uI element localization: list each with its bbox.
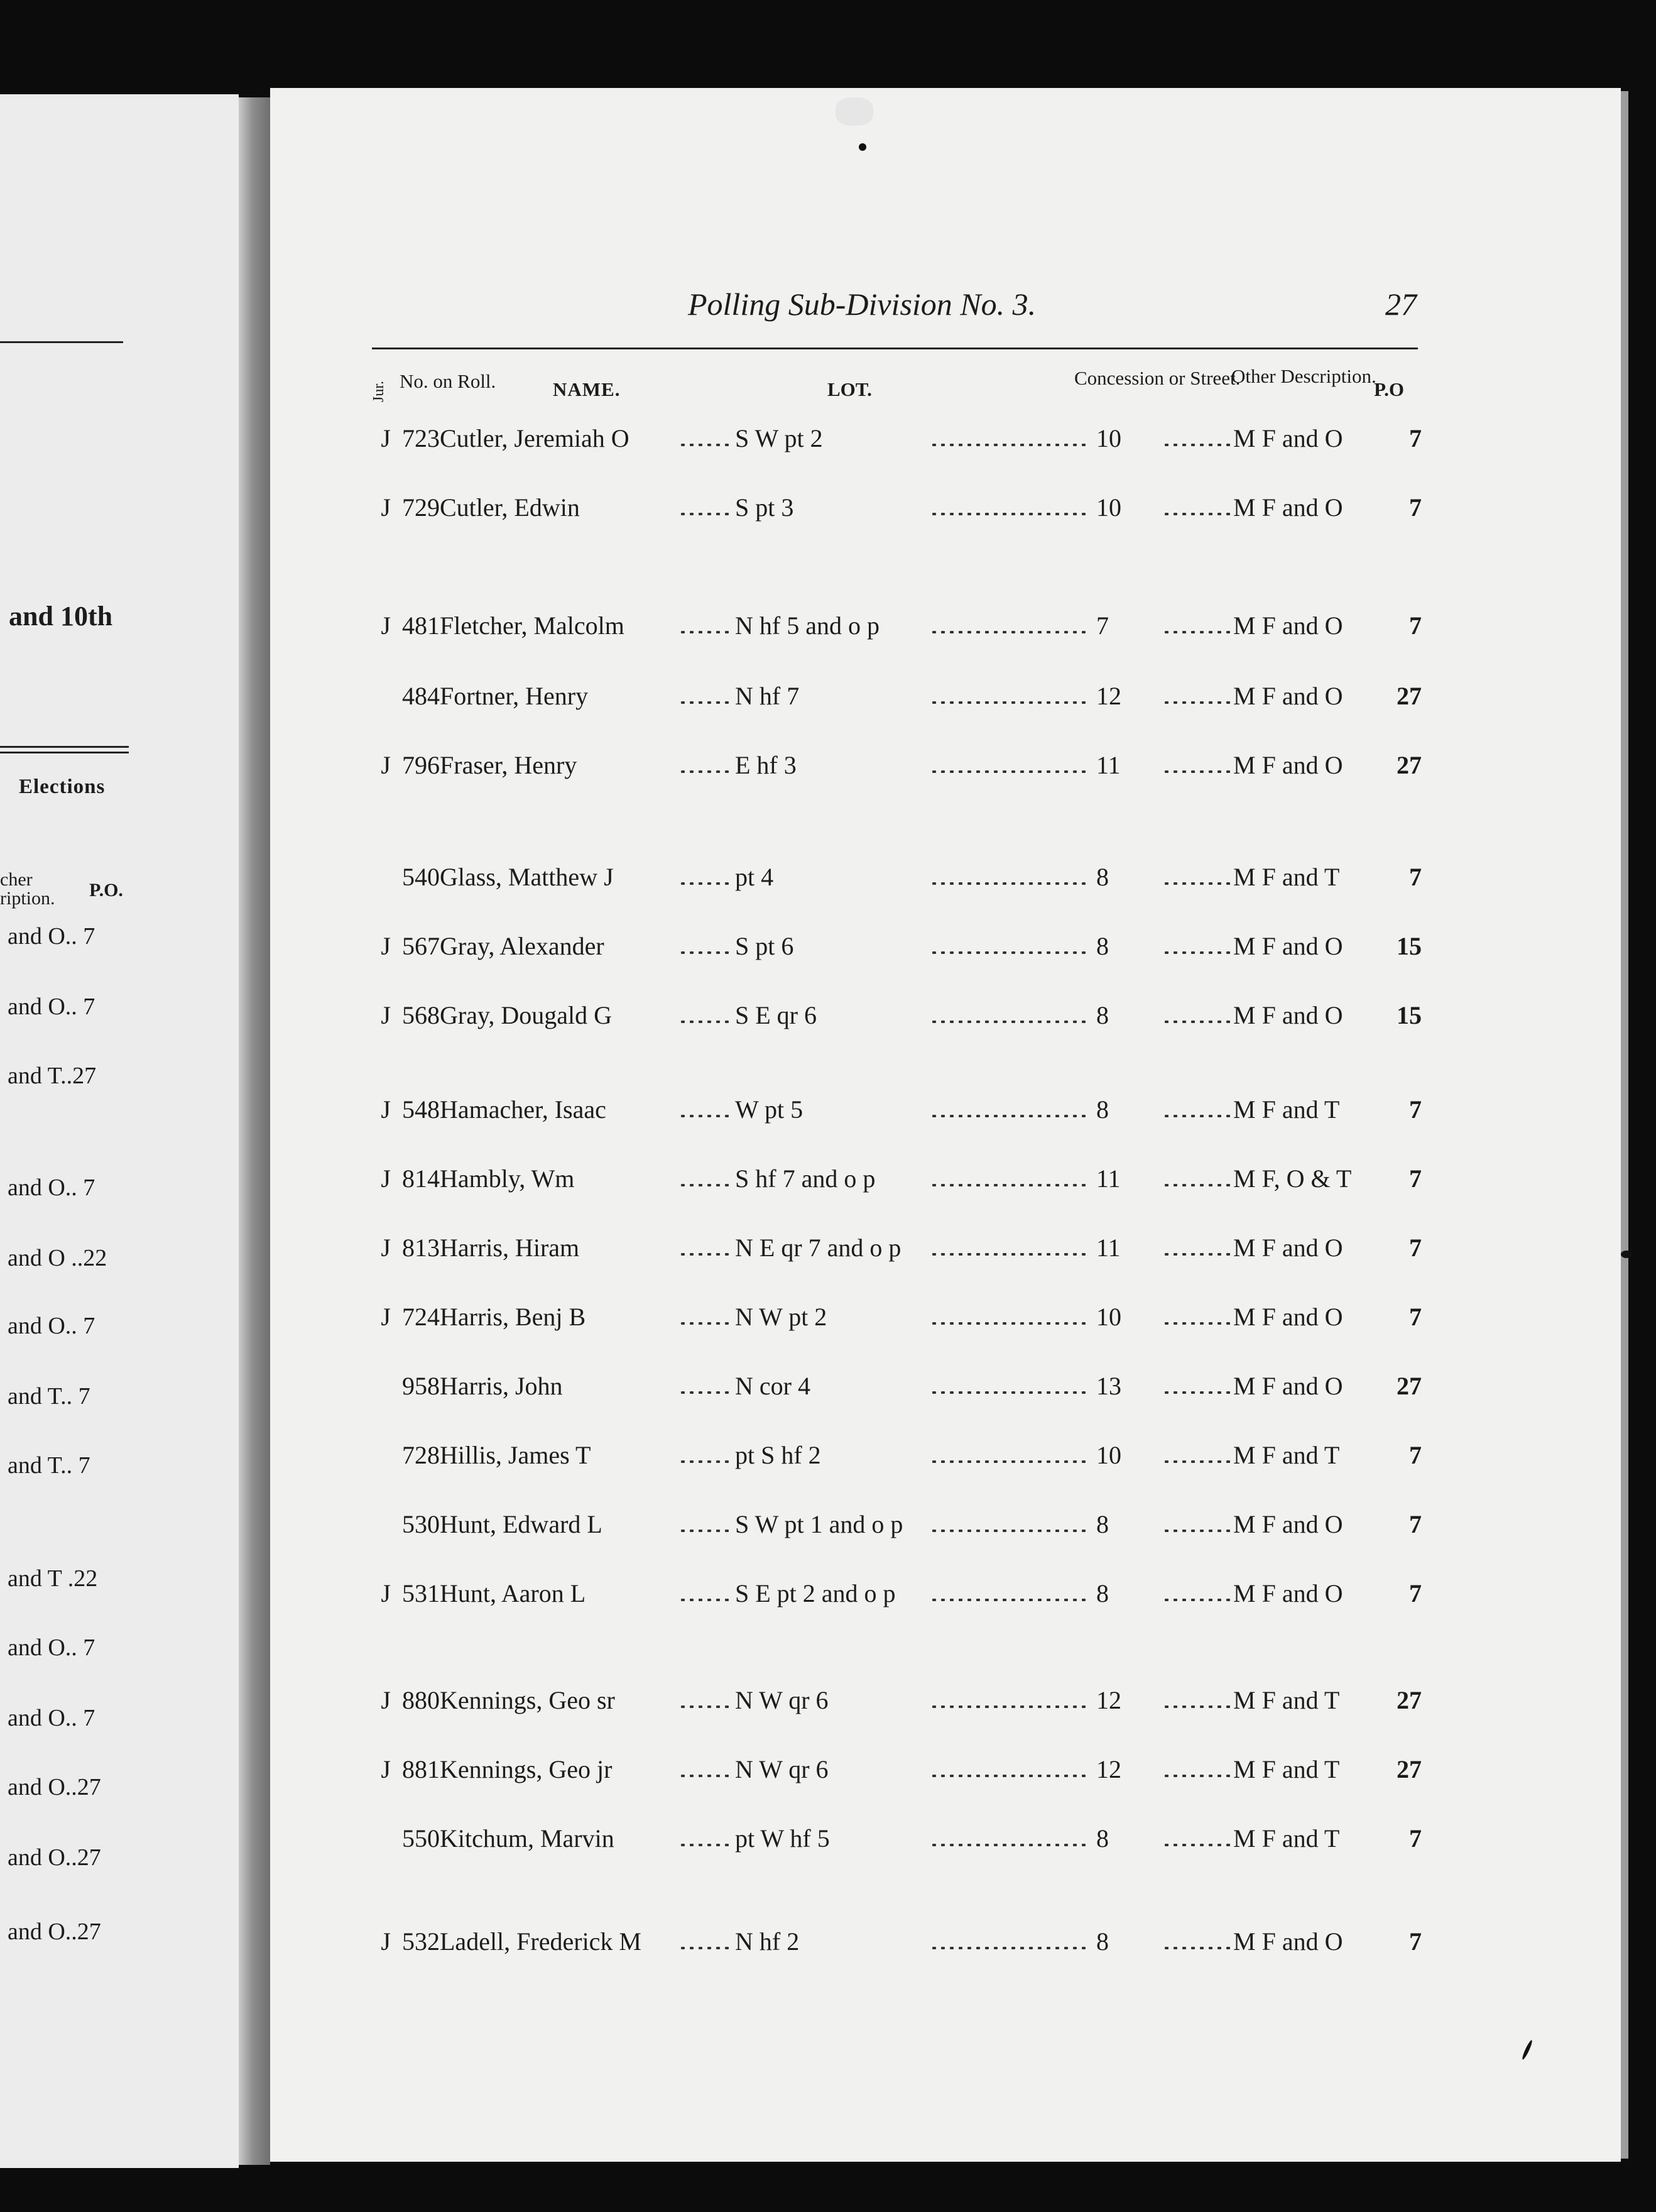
cell-concession: 8 xyxy=(1096,1510,1109,1538)
cell-other: M F, O & T xyxy=(1233,1164,1352,1193)
cell-roll: 813 xyxy=(402,1234,440,1262)
cell-jur: J xyxy=(381,1095,391,1124)
leader-dots xyxy=(678,1706,729,1708)
cell-lot: N W pt 2 xyxy=(735,1303,827,1331)
left-page-subheading: Elections xyxy=(19,775,106,798)
leader-dots xyxy=(930,951,1087,954)
cell-roll: 729 xyxy=(402,493,440,522)
left-page-row: and O.. 7 xyxy=(8,1313,95,1339)
leader-dots xyxy=(930,1947,1087,1949)
leader-dots xyxy=(678,1322,729,1325)
table-row xyxy=(0,1751,1656,1788)
cell-po: 27 xyxy=(1397,1372,1422,1400)
left-page-row: and O.. 7 xyxy=(8,1634,95,1661)
table-row xyxy=(0,1229,1656,1267)
cell-jur: J xyxy=(381,1686,391,1714)
cell-other: M F and O xyxy=(1233,1579,1343,1607)
leader-dots xyxy=(1162,1530,1231,1532)
cell-jur: J xyxy=(381,1927,391,1956)
table-row xyxy=(0,1506,1656,1543)
table-row xyxy=(0,1923,1656,1961)
cell-po: 7 xyxy=(1409,424,1422,452)
leader-dots xyxy=(678,1775,729,1777)
cell-concession: 10 xyxy=(1096,424,1121,452)
cell-po: 7 xyxy=(1409,611,1422,640)
film-speck xyxy=(859,143,866,151)
cell-lot: S pt 6 xyxy=(735,932,794,960)
header-rule xyxy=(372,348,1418,349)
cell-roll: 880 xyxy=(402,1686,440,1714)
leader-dots xyxy=(678,1115,729,1117)
leader-dots xyxy=(678,1599,729,1601)
leader-dots xyxy=(1162,1460,1231,1463)
film-blemish xyxy=(836,97,873,126)
table-row xyxy=(0,607,1656,645)
cell-name: Ladell, Frederick M xyxy=(440,1927,641,1956)
cell-roll: 568 xyxy=(402,1001,440,1029)
cell-jur: J xyxy=(381,932,391,960)
leader-dots xyxy=(930,1391,1087,1394)
table-row xyxy=(0,997,1656,1034)
cell-lot: N W qr 6 xyxy=(735,1686,829,1714)
leader-dots xyxy=(678,1184,729,1186)
leader-dots xyxy=(1162,1775,1231,1777)
leader-dots xyxy=(678,1391,729,1394)
leader-dots xyxy=(678,1844,729,1846)
cell-name: Glass, Matthew J xyxy=(440,863,614,891)
cell-other: M F and O xyxy=(1233,1234,1343,1262)
cell-jur: J xyxy=(381,1001,391,1029)
cell-other: M F and T xyxy=(1233,1441,1340,1469)
leader-dots xyxy=(930,1184,1087,1186)
cell-other: M F and T xyxy=(1233,1095,1340,1124)
cell-po: 15 xyxy=(1397,932,1422,960)
table-row xyxy=(0,1091,1656,1129)
table-row xyxy=(0,858,1656,896)
cell-other: M F and O xyxy=(1233,424,1343,452)
cell-name: Hambly, Wm xyxy=(440,1164,575,1193)
cell-other: M F and O xyxy=(1233,751,1343,779)
left-page-rule xyxy=(0,341,123,343)
cell-roll: 723 xyxy=(402,424,440,452)
cell-roll: 530 xyxy=(402,1510,440,1538)
cell-lot: pt W hf 5 xyxy=(735,1824,830,1853)
cell-jur: J xyxy=(381,751,391,779)
col-header-other: Other Description. xyxy=(1231,365,1376,387)
left-col-other-line2: ription. xyxy=(0,888,55,909)
table-row xyxy=(0,1437,1656,1474)
leader-dots xyxy=(930,1599,1087,1601)
col-header-jur: Jur. xyxy=(371,381,387,403)
leader-dots xyxy=(930,1115,1087,1117)
col-header-concession: Concession or Street. xyxy=(1074,367,1241,389)
leader-dots xyxy=(1162,951,1231,954)
cell-po: 7 xyxy=(1409,1579,1422,1607)
cell-po: 7 xyxy=(1409,1510,1422,1538)
cell-roll: 550 xyxy=(402,1824,440,1853)
cell-other: M F and O xyxy=(1233,1001,1343,1029)
cell-roll: 540 xyxy=(402,863,440,891)
cell-lot: pt 4 xyxy=(735,863,774,891)
table-row xyxy=(0,1367,1656,1405)
cell-name: Gray, Dougald G xyxy=(440,1001,613,1029)
cell-name: Hunt, Edward L xyxy=(440,1510,602,1538)
left-page-row: and T .22 xyxy=(8,1565,98,1592)
cell-roll: 481 xyxy=(402,611,440,640)
leader-dots xyxy=(678,882,729,885)
cell-roll: 724 xyxy=(402,1303,440,1331)
cell-po: 7 xyxy=(1409,1234,1422,1262)
leader-dots xyxy=(678,1460,729,1463)
cell-concession: 12 xyxy=(1096,1755,1121,1783)
cell-lot: N hf 7 xyxy=(735,682,800,710)
cell-jur: J xyxy=(381,1303,391,1331)
cell-roll: 796 xyxy=(402,751,440,779)
cell-concession: 12 xyxy=(1096,682,1121,710)
cell-concession: 7 xyxy=(1096,611,1109,640)
leader-dots xyxy=(678,631,729,633)
leader-dots xyxy=(930,513,1087,515)
cell-concession: 13 xyxy=(1096,1372,1121,1400)
cell-po: 27 xyxy=(1397,682,1422,710)
leader-dots xyxy=(678,1530,729,1532)
leader-dots xyxy=(678,1947,729,1949)
cell-lot: pt S hf 2 xyxy=(735,1441,821,1469)
cell-name: Gray, Alexander xyxy=(440,932,604,960)
table-row xyxy=(0,928,1656,965)
cell-other: M F and O xyxy=(1233,1303,1343,1331)
left-page-heading: and 10th xyxy=(9,601,113,632)
leader-dots xyxy=(930,701,1087,704)
col-header-po: P.O xyxy=(1374,378,1404,400)
left-page-row: and O..27 xyxy=(8,1919,101,1945)
table-row xyxy=(0,677,1656,715)
cell-name: Harris, Benj B xyxy=(440,1303,586,1331)
cell-other: M F and T xyxy=(1233,1755,1340,1783)
left-page-row: and O..27 xyxy=(8,1774,101,1800)
cell-concession: 12 xyxy=(1096,1686,1121,1714)
cell-name: Harris, Hiram xyxy=(440,1234,580,1262)
cell-concession: 8 xyxy=(1096,1579,1109,1607)
leader-dots xyxy=(1162,513,1231,515)
cell-lot: S W pt 1 and o p xyxy=(735,1510,903,1538)
cell-jur: J xyxy=(381,611,391,640)
cell-jur: J xyxy=(381,1579,391,1607)
left-page-row: and T.. 7 xyxy=(8,1383,90,1410)
cell-roll: 728 xyxy=(402,1441,440,1469)
cell-name: Cutler, Edwin xyxy=(440,493,580,522)
leader-dots xyxy=(1162,770,1231,773)
cell-concession: 11 xyxy=(1096,1164,1121,1193)
cell-lot: S pt 3 xyxy=(735,493,794,522)
leader-dots xyxy=(1162,444,1231,446)
cell-jur: J xyxy=(381,424,391,452)
cell-concession: 8 xyxy=(1096,1095,1109,1124)
col-header-name: NAME. xyxy=(553,378,621,400)
leader-dots xyxy=(678,770,729,773)
cell-lot: N hf 2 xyxy=(735,1927,800,1956)
cell-po: 15 xyxy=(1397,1001,1422,1029)
left-page-row: and O..27 xyxy=(8,1844,101,1871)
cell-other: M F and T xyxy=(1233,863,1340,891)
cell-roll: 881 xyxy=(402,1755,440,1783)
col-header-roll: No. on Roll. xyxy=(400,370,496,392)
cell-name: Fortner, Henry xyxy=(440,682,589,710)
leader-dots xyxy=(678,1253,729,1256)
leader-dots xyxy=(930,1706,1087,1708)
cell-roll: 531 xyxy=(402,1579,440,1607)
leader-dots xyxy=(1162,1844,1231,1846)
cell-name: Hunt, Aaron L xyxy=(440,1579,586,1607)
leader-dots xyxy=(1162,631,1231,633)
cell-po: 27 xyxy=(1397,751,1422,779)
cell-other: M F and O xyxy=(1233,932,1343,960)
cell-other: M F and O xyxy=(1233,1372,1343,1400)
cell-concession: 10 xyxy=(1096,493,1121,522)
leader-dots xyxy=(930,882,1087,885)
left-page-row: and T.. 7 xyxy=(8,1452,90,1479)
cell-other: M F and T xyxy=(1233,1824,1340,1853)
cell-roll: 484 xyxy=(402,682,440,710)
cell-concession: 8 xyxy=(1096,932,1109,960)
table-row xyxy=(0,1298,1656,1336)
cell-lot: S W pt 2 xyxy=(735,424,823,452)
cell-jur: J xyxy=(381,1164,391,1193)
cell-name: Kennings, Geo jr xyxy=(440,1755,613,1783)
cell-name: Hamacher, Isaac xyxy=(440,1095,606,1124)
leader-dots xyxy=(1162,1322,1231,1325)
cell-other: M F and O xyxy=(1233,682,1343,710)
cell-lot: S hf 7 and o p xyxy=(735,1164,876,1193)
left-page-row: and O.. 7 xyxy=(8,1705,95,1731)
cell-jur: J xyxy=(381,493,391,522)
cell-po: 7 xyxy=(1409,1164,1422,1193)
cell-po: 7 xyxy=(1409,863,1422,891)
cell-lot: E hf 3 xyxy=(735,751,797,779)
leader-dots xyxy=(930,1322,1087,1325)
leader-dots xyxy=(1162,1253,1231,1256)
cell-other: M F and O xyxy=(1233,1510,1343,1538)
cell-roll: 532 xyxy=(402,1927,440,1956)
table-row xyxy=(0,1160,1656,1198)
cell-po: 7 xyxy=(1409,1441,1422,1469)
cell-po: 7 xyxy=(1409,1095,1422,1124)
cell-lot: W pt 5 xyxy=(735,1095,803,1124)
cell-po: 27 xyxy=(1397,1755,1422,1783)
page-header-title: Polling Sub-Division No. 3. xyxy=(688,287,1037,322)
cell-jur: J xyxy=(381,1234,391,1262)
page-number: 27 xyxy=(1385,287,1417,322)
cell-po: 7 xyxy=(1409,493,1422,522)
leader-dots xyxy=(1162,1391,1231,1394)
cell-name: Kennings, Geo sr xyxy=(440,1686,615,1714)
cell-concession: 11 xyxy=(1096,1234,1121,1262)
leader-dots xyxy=(930,1844,1087,1846)
leader-dots xyxy=(1162,1184,1231,1186)
cell-name: Hillis, James T xyxy=(440,1441,591,1469)
leader-dots xyxy=(1162,1706,1231,1708)
leader-dots xyxy=(678,513,729,515)
left-col-po: P.O. xyxy=(89,880,123,901)
leader-dots xyxy=(930,770,1087,773)
leader-dots xyxy=(930,631,1087,633)
leader-dots xyxy=(1162,1599,1231,1601)
leader-dots xyxy=(1162,701,1231,704)
left-page-row: and O ..22 xyxy=(8,1245,107,1271)
cell-concession: 11 xyxy=(1096,751,1121,779)
cell-concession: 8 xyxy=(1096,863,1109,891)
cell-po: 7 xyxy=(1409,1927,1422,1956)
col-header-lot: LOT. xyxy=(827,378,872,400)
left-page-row: and O.. 7 xyxy=(8,1174,95,1201)
cell-name: Harris, John xyxy=(440,1372,563,1400)
table-row xyxy=(0,1575,1656,1612)
cell-other: M F and O xyxy=(1233,493,1343,522)
cell-lot: N E qr 7 and o p xyxy=(735,1234,902,1262)
cell-po: 27 xyxy=(1397,1686,1422,1714)
table-row xyxy=(0,1820,1656,1858)
cell-lot: N W qr 6 xyxy=(735,1755,829,1783)
cell-other: M F and T xyxy=(1233,1686,1340,1714)
leader-dots xyxy=(678,701,729,704)
cell-lot: S E qr 6 xyxy=(735,1001,817,1029)
leader-dots xyxy=(1162,882,1231,885)
table-row xyxy=(0,420,1656,457)
cell-roll: 958 xyxy=(402,1372,440,1400)
cell-concession: 8 xyxy=(1096,1001,1109,1029)
cell-lot: S E pt 2 and o p xyxy=(735,1579,896,1607)
leader-dots xyxy=(1162,1947,1231,1949)
leader-dots xyxy=(678,444,729,446)
cell-roll: 814 xyxy=(402,1164,440,1193)
cell-concession: 8 xyxy=(1096,1927,1109,1956)
cell-name: Kitchum, Marvin xyxy=(440,1824,614,1853)
leader-dots xyxy=(930,1460,1087,1463)
cell-name: Fletcher, Malcolm xyxy=(440,611,624,640)
cell-other: M F and O xyxy=(1233,611,1343,640)
leader-dots xyxy=(930,1253,1087,1256)
cell-name: Cutler, Jeremiah O xyxy=(440,424,629,452)
table-row xyxy=(0,747,1656,784)
leader-dots xyxy=(1162,1115,1231,1117)
leader-dots xyxy=(930,1021,1087,1023)
left-page-row: and T..27 xyxy=(8,1063,97,1089)
left-page-row: and O.. 7 xyxy=(8,923,95,950)
leader-dots xyxy=(930,1775,1087,1777)
leader-dots xyxy=(930,1530,1087,1532)
left-page-row: and O.. 7 xyxy=(8,994,95,1020)
cell-roll: 548 xyxy=(402,1095,440,1124)
cell-concession: 10 xyxy=(1096,1441,1121,1469)
leader-dots xyxy=(678,1021,729,1023)
cell-po: 7 xyxy=(1409,1824,1422,1853)
leader-dots xyxy=(930,444,1087,446)
cell-other: M F and O xyxy=(1233,1927,1343,1956)
cell-roll: 567 xyxy=(402,932,440,960)
cell-concession: 8 xyxy=(1096,1824,1109,1853)
cell-concession: 10 xyxy=(1096,1303,1121,1331)
cell-name: Fraser, Henry xyxy=(440,751,577,779)
table-row xyxy=(0,1682,1656,1719)
left-col-other-line1: cher xyxy=(0,869,33,890)
film-speck xyxy=(1621,1251,1632,1258)
cell-lot: N cor 4 xyxy=(735,1372,810,1400)
leader-dots xyxy=(678,951,729,954)
table-row xyxy=(0,489,1656,527)
cell-po: 7 xyxy=(1409,1303,1422,1331)
leader-dots xyxy=(1162,1021,1231,1023)
cell-jur: J xyxy=(381,1755,391,1783)
cell-lot: N hf 5 and o p xyxy=(735,611,880,640)
